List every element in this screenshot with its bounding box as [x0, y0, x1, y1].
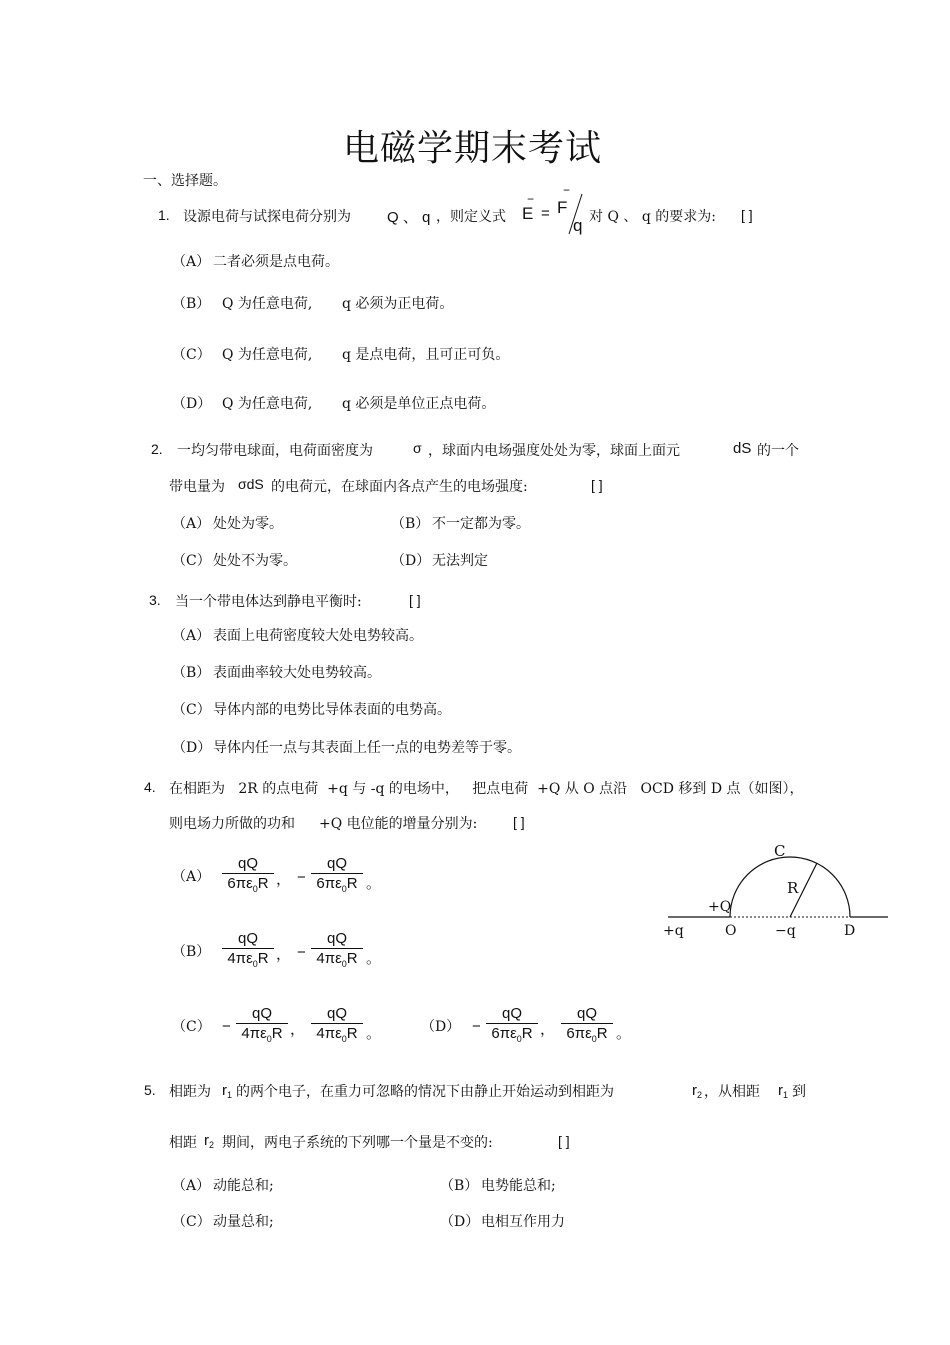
q4-option-c-sign-1: −: [222, 1018, 231, 1035]
q4-option-d-sign-1: −: [472, 1018, 481, 1035]
q4-option-b-end: 。: [366, 949, 382, 967]
q5-number: 5.: [144, 1082, 156, 1098]
q5-option-a-label: （A）: [172, 1178, 211, 1194]
q5-option-b-text: 电势能总和;: [481, 1178, 556, 1194]
q2-option-d-label: （D）: [391, 553, 431, 569]
q4-line2-a: 则电场力所做的功和: [169, 816, 295, 832]
q1-formula-f: F: [557, 198, 568, 217]
q4-option-d-label: （D）: [421, 1019, 461, 1035]
q2-line2-a: 带电量为: [169, 479, 225, 495]
q5-line1-d: 到: [792, 1084, 806, 1100]
q1-option-a-text: 二者必须是点电荷。: [213, 254, 339, 270]
q1-text-b: ，则定义式: [436, 209, 506, 225]
q4-option-d-fraction-1: $\frac{qQ}{6\pi\varepsilon_0R}$: [486, 1005, 538, 1044]
q4-option-b-separator: ，: [276, 945, 292, 963]
q2-line1-a: 一均匀带电球面，电荷面密度为: [177, 443, 373, 459]
q3-answer-bracket: [ ]: [409, 592, 421, 608]
q5-line1-a: 相距为: [169, 1084, 211, 1100]
q3-option-d-label: （D）: [172, 740, 212, 756]
q4-figure-label-r: R: [787, 879, 799, 897]
q1-formula-equals: =: [541, 205, 550, 222]
q1-formula-e: E: [522, 204, 534, 223]
q5-line1-b: 的两个电子，在重力可忽略的情况下由静止开始运动到相距为: [236, 1084, 614, 1100]
q5-r1: $r_1$: [222, 1082, 233, 1100]
q4-figure-label-plus-big-q: +Q: [708, 899, 732, 915]
q4-option-c-label: （C）: [172, 1019, 211, 1035]
q4-option-a-end: 。: [366, 874, 382, 892]
q1-text-a: 设源电荷与试探电荷分别为: [183, 209, 351, 225]
q5-option-c-text: 动量总和;: [213, 1214, 274, 1230]
q1-option-c-text-a: Q 为任意电荷,: [222, 347, 313, 363]
q2-option-a-label: （A）: [172, 516, 211, 532]
q2-line1-b: ，球面内电场强度处处为零，球面上面元: [428, 443, 680, 459]
q3-option-b-text: 表面曲率较大处电势较高。: [213, 665, 381, 681]
q2-option-b-label: （B）: [391, 516, 430, 532]
q1-vector-bar-f: −: [563, 183, 571, 197]
q5-line2-b: 期间，两电子系统的下列哪一个量是不变的:: [222, 1135, 493, 1151]
q5-line2-a: 相距: [169, 1135, 197, 1151]
q4-option-d-end: 。: [616, 1024, 632, 1042]
q5-answer-bracket: [ ]: [558, 1133, 570, 1149]
q1-option-b-text-b: q 必须为正电荷。: [342, 296, 454, 312]
q3-text: 当一个带电体达到静电平衡时:: [175, 594, 362, 610]
q4-option-a-label: （A）: [172, 869, 211, 885]
q2-sigma-ds: σdS: [238, 476, 264, 492]
q5-r2: $r_2$: [692, 1082, 703, 1100]
q2-option-d-text: 无法判定: [432, 553, 488, 569]
q4-figure-diagram: [660, 838, 892, 940]
q2-option-a-text: 处处为零。: [213, 516, 283, 532]
q5-option-d-text: 电相互作用力: [481, 1214, 565, 1230]
q1-option-b-label: （B）: [172, 296, 211, 312]
q1-option-a-label: （A）: [172, 254, 211, 270]
q3-option-b-label: （B）: [172, 665, 211, 681]
q4-line2-b: +Q 电位能的增量分别为:: [319, 816, 478, 832]
q1-number: 1.: [158, 207, 170, 223]
q1-option-d-label: （D）: [172, 396, 212, 412]
q4-figure-label-c: C: [774, 842, 786, 860]
q1-option-d-text-a: Q 为任意电荷,: [222, 396, 313, 412]
q3-option-c-label: （C）: [172, 702, 211, 718]
q5-option-b-label: （B）: [440, 1178, 479, 1194]
q3-option-a-text: 表面上电荷密度较大处电势较高。: [213, 628, 423, 644]
q3-option-a-label: （A）: [172, 628, 211, 644]
q4-option-c-end: 。: [366, 1024, 382, 1042]
q4-number: 4.: [144, 779, 156, 795]
q4-option-a-fraction-2: $\frac{qQ}{6\pi\varepsilon_0R}$: [311, 855, 363, 894]
q4-line1: 在相距为 2R 的点电荷 +q 与 -q 的电场中， 把点电荷 +Q 从 O 点沿 OCD 移到 D 点（如图），: [169, 781, 804, 797]
q3-option-d-text: 导体内任一点与其表面上任一点的电势差等于零。: [213, 740, 521, 756]
q1-symbols: Q 、 q: [387, 209, 431, 226]
q3-number: 3.: [149, 592, 161, 608]
q2-option-c-label: （C）: [172, 553, 211, 569]
q4-figure-label-o: O: [725, 923, 737, 939]
q2-answer-bracket: [ ]: [591, 477, 603, 493]
q2-option-c-text: 处处不为零。: [213, 553, 297, 569]
q4-option-b-fraction-1: $\frac{qQ}{4\pi\varepsilon_0R}$: [222, 930, 274, 969]
q4-option-c-fraction-1: $\frac{qQ}{4\pi\varepsilon_0R}$: [236, 1005, 288, 1044]
q4-option-b-sign-2: −: [297, 944, 306, 961]
q2-number: 2.: [151, 441, 163, 457]
q1-answer-bracket: [ ]: [741, 207, 753, 223]
q1-option-c-text-b: q 是点电荷，且可正可负。: [342, 347, 510, 363]
q4-option-d-fraction-2: $\frac{qQ}{6\pi\varepsilon_0R}$: [561, 1005, 613, 1044]
q1-vector-bar-e: −: [527, 192, 535, 206]
section-heading: 一、选择题。: [143, 173, 227, 189]
q2-line1-c: 的一个: [757, 443, 799, 459]
q5-r1-second: $r_1$: [778, 1082, 789, 1100]
q4-option-d-separator: ，: [540, 1020, 556, 1038]
q4-option-a-sign-2: −: [297, 869, 306, 886]
q4-figure-label-minus-q: −q: [775, 923, 796, 939]
q5-option-d-label: （D）: [440, 1214, 480, 1230]
q4-option-c-fraction-2: $\frac{qQ}{4\pi\varepsilon_0R}$: [311, 1005, 363, 1044]
q4-figure-label-plus-q: +q: [663, 923, 684, 939]
q4-figure-label-d: D: [844, 923, 856, 939]
q5-r2-second: $r_2$: [204, 1132, 215, 1150]
q4-option-a-fraction-1: $\frac{qQ}{6\pi\varepsilon_0R}$: [222, 855, 274, 894]
q5-line1-c: ，从相距: [704, 1084, 760, 1100]
q1-option-b-text-a: Q 为任意电荷,: [222, 296, 313, 312]
q2-line2-b: 的电荷元，在球面内各点产生的电场强度:: [271, 479, 528, 495]
q1-text-c: 对 Q 、 q 的要求为:: [589, 209, 716, 225]
q4-option-a-separator: ，: [276, 870, 292, 888]
page-title: 电磁学期末考试: [343, 128, 603, 169]
q4-option-c-separator: ，: [290, 1020, 306, 1038]
q5-option-c-label: （C）: [172, 1214, 211, 1230]
q4-answer-bracket: [ ]: [513, 814, 525, 830]
q3-option-c-text: 导体内部的电势比导体表面的电势高。: [213, 702, 451, 718]
q2-sigma: σ: [413, 440, 422, 456]
q4-option-b-label: （B）: [172, 944, 211, 960]
q5-option-a-text: 动能总和;: [213, 1178, 274, 1194]
q2-ds: dS: [733, 440, 752, 457]
q1-option-c-label: （C）: [172, 347, 211, 363]
q4-option-b-fraction-2: $\frac{qQ}{4\pi\varepsilon_0R}$: [311, 930, 363, 969]
q2-option-b-text: 不一定都为零。: [432, 516, 530, 532]
q1-option-d-text-b: q 必须是单位正点电荷。: [342, 396, 496, 412]
q1-formula-q: q: [573, 216, 583, 235]
